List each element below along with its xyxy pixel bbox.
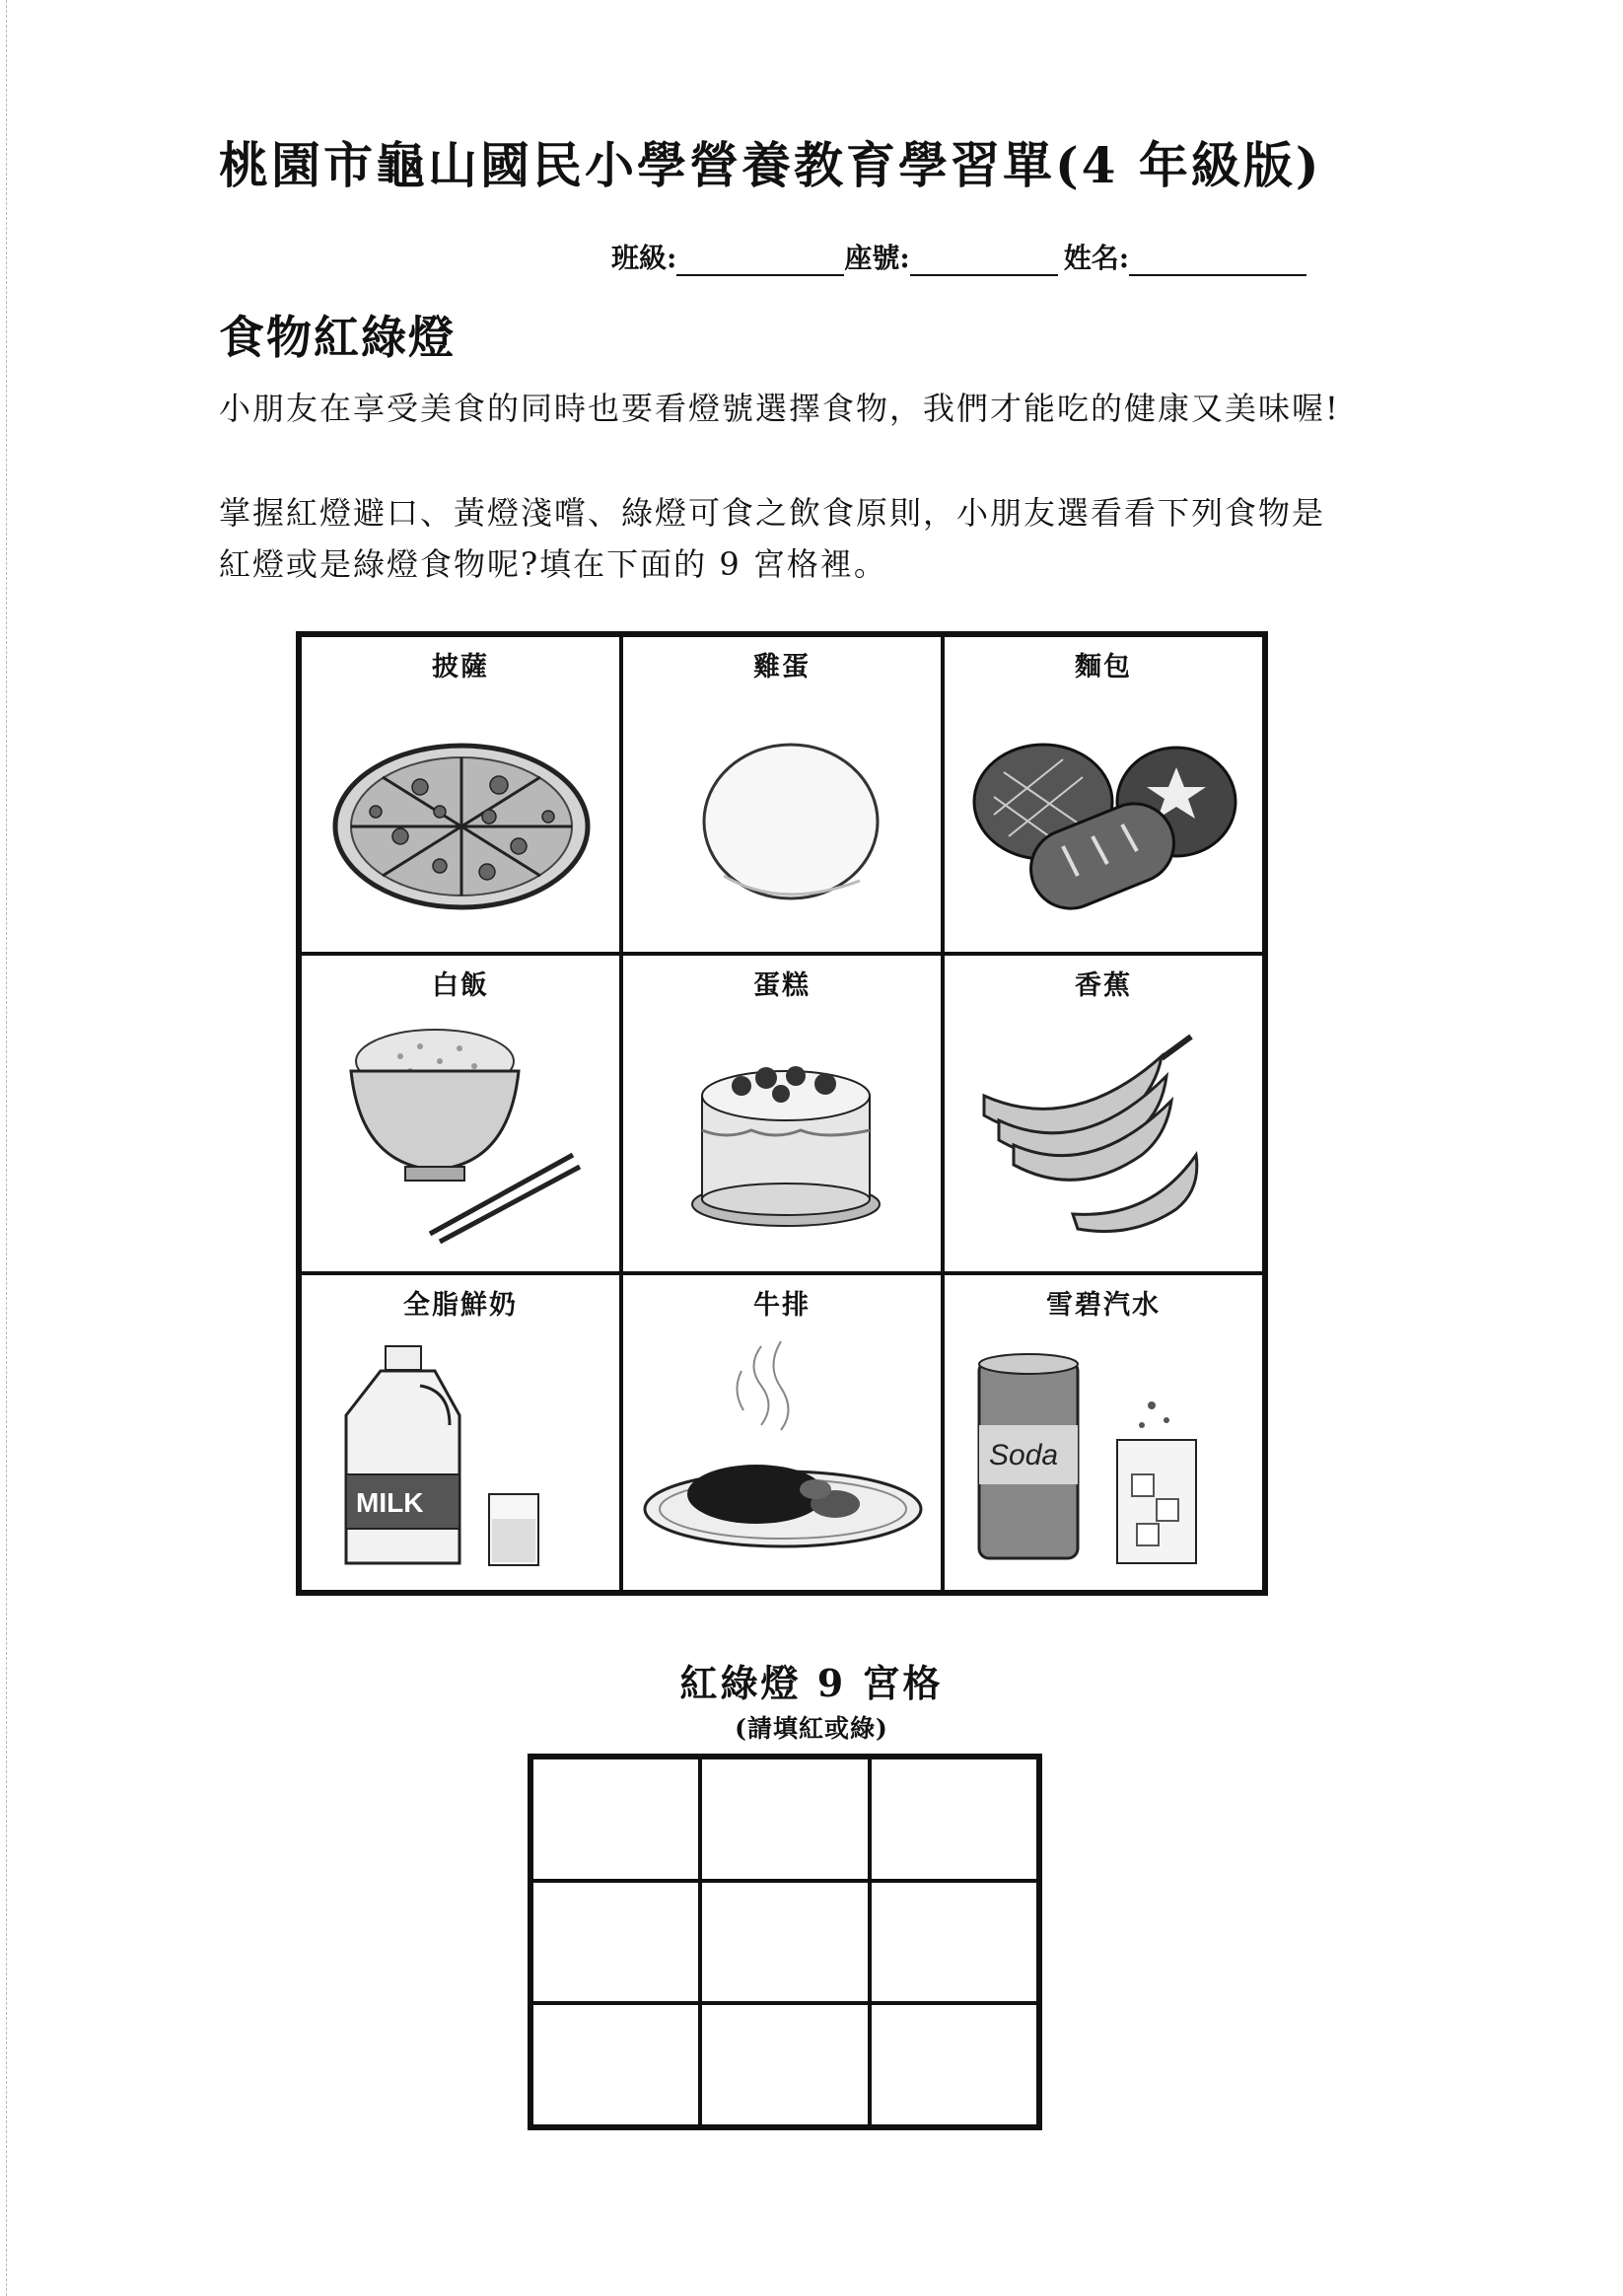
food-label-soda: 雪碧汽水 [1046,1289,1161,1321]
bread-icon [954,688,1255,940]
food-label-bread: 麵包 [1075,652,1132,682]
student-info-row [611,237,1306,276]
section-title: 食物紅綠燈 [219,311,456,364]
food-label-rice: 白飯 [432,970,489,1002]
answer-cell-9[interactable] [870,2003,1038,2126]
seat-label: 座號: [844,242,910,274]
egg-icon [633,688,934,940]
food-label-egg: 雞蛋 [753,652,811,682]
class-label: 班級: [611,242,677,274]
answer-cell-1[interactable] [531,1758,700,1881]
soda-can-text: Soda [989,1438,1059,1471]
food-label-cake: 蛋糕 [753,970,811,1002]
answer-cell-6[interactable] [870,1881,1038,2004]
food-cell-egg [621,635,943,954]
food-cell-banana [943,954,1264,1272]
worksheet-title: 桃園市龜山國民小學營養教育學習單(4 年級版) [219,136,1322,194]
seat-field[interactable] [910,245,1058,276]
answer-cell-5[interactable] [700,1881,869,2004]
pizza-icon [312,688,612,940]
binding-edge [6,0,13,2296]
answer-cell-8[interactable] [700,2003,869,2126]
answer-cell-3[interactable] [870,1758,1038,1881]
food-cell-cake [621,954,943,1272]
milk-icon [312,1327,612,1578]
food-cell-rice [300,954,621,1272]
soda-icon [954,1327,1255,1578]
name-label: 姓名: [1063,242,1130,274]
rice-bowl-icon [312,1007,612,1258]
instruction-paragraph: 掌握紅燈避口、黃燈淺嚐、綠燈可食之飲食原則，小朋友選看看下列食物是紅燈或是綠燈食物呢?填在下面的 9 宮格裡。 [219,494,1326,583]
food-cell-pizza [300,635,621,954]
food-label-banana: 香蕉 [1075,970,1132,1002]
food-picture-grid [296,631,1268,1596]
food-cell-bread [943,635,1264,954]
answer-grid [528,1754,1042,2130]
answer-grid-subtitle: (請填紅或綠) [735,1714,888,1743]
name-field[interactable] [1129,245,1306,276]
answer-grid-title: 紅綠燈 9 宮格 [679,1661,944,1705]
food-label-milk: 全脂鮮奶 [403,1289,518,1321]
answer-cell-2[interactable] [700,1758,869,1881]
class-field[interactable] [676,245,844,276]
steak-icon [633,1327,934,1578]
food-label-steak: 牛排 [753,1289,811,1321]
intro-paragraph: 小朋友在享受美食的同時也要看燈號選擇食物，我們才能吃的健康又美味喔! [219,390,1340,427]
answer-cell-7[interactable] [531,2003,700,2126]
food-cell-milk [300,1273,621,1592]
food-cell-steak [621,1273,943,1592]
milk-jug-text: MILK [356,1486,424,1518]
food-cell-soda [943,1273,1264,1592]
cake-icon [633,1007,934,1258]
banana-icon [954,1007,1255,1258]
answer-cell-4[interactable] [531,1881,700,2004]
food-label-pizza: 披薩 [432,652,489,682]
